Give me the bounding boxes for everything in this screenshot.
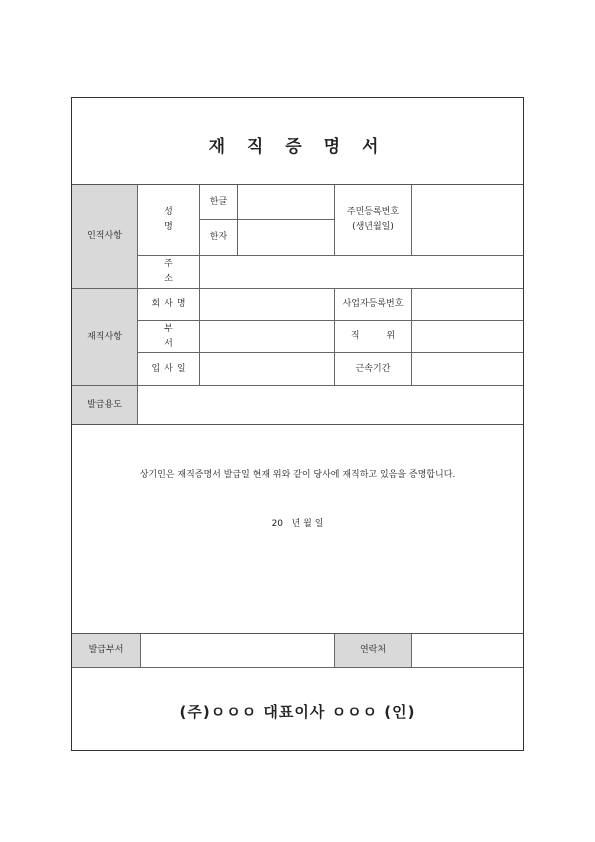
name-hanja-label: 한자 bbox=[200, 220, 238, 256]
name-hanja-field[interactable] bbox=[238, 220, 335, 256]
name-hangul-field[interactable] bbox=[238, 185, 335, 220]
department-label: 부 서 bbox=[138, 321, 200, 353]
resident-number-label: 주민등록번호 (생년월일) bbox=[335, 185, 412, 256]
position-label: 직 위 bbox=[335, 321, 412, 353]
issuing-department-label: 발급부서 bbox=[72, 634, 141, 668]
position-field[interactable] bbox=[412, 321, 523, 353]
business-number-label: 사업자등록번호 bbox=[335, 289, 412, 321]
department-field[interactable] bbox=[200, 321, 335, 353]
company-signature: (주)ㅇㅇㅇ 대표이사 ㅇㅇㅇ (인) bbox=[179, 703, 416, 721]
statement-area bbox=[72, 425, 523, 634]
personal-section-label: 인적사항 bbox=[72, 185, 138, 289]
address-label: 주 소 bbox=[138, 256, 200, 289]
hire-date-label: 입사일 bbox=[138, 353, 200, 386]
signature-area bbox=[72, 668, 523, 750]
business-number-field[interactable] bbox=[412, 289, 523, 321]
certification-statement: 상기인은 재직증명서 발급일 현재 위와 같이 당사에 재직하고 있음을 증명합니다. bbox=[139, 470, 456, 480]
name-hangul-label: 한글 bbox=[200, 185, 238, 220]
company-name-field[interactable] bbox=[200, 289, 335, 321]
address-field[interactable] bbox=[200, 256, 523, 289]
tenure-field[interactable] bbox=[412, 353, 523, 386]
company-name-label: 회사명 bbox=[138, 289, 200, 321]
purpose-label: 발급용도 bbox=[72, 386, 138, 425]
issuing-department-field[interactable] bbox=[141, 634, 335, 668]
issue-date: 20 년 월 일 bbox=[271, 519, 324, 529]
tenure-label: 근속기간 bbox=[335, 353, 412, 386]
hire-date-field[interactable] bbox=[200, 353, 335, 386]
contact-label: 연락처 bbox=[335, 634, 412, 668]
contact-field[interactable] bbox=[412, 634, 523, 668]
purpose-field[interactable] bbox=[138, 386, 523, 425]
employment-certificate-form bbox=[71, 97, 524, 751]
name-label: 성 명 bbox=[138, 185, 200, 256]
resident-number-field[interactable] bbox=[412, 185, 523, 256]
title-area bbox=[72, 98, 523, 185]
employment-section-label: 재직사항 bbox=[72, 289, 138, 386]
document-title: 재 직 증 명 서 bbox=[208, 137, 387, 157]
